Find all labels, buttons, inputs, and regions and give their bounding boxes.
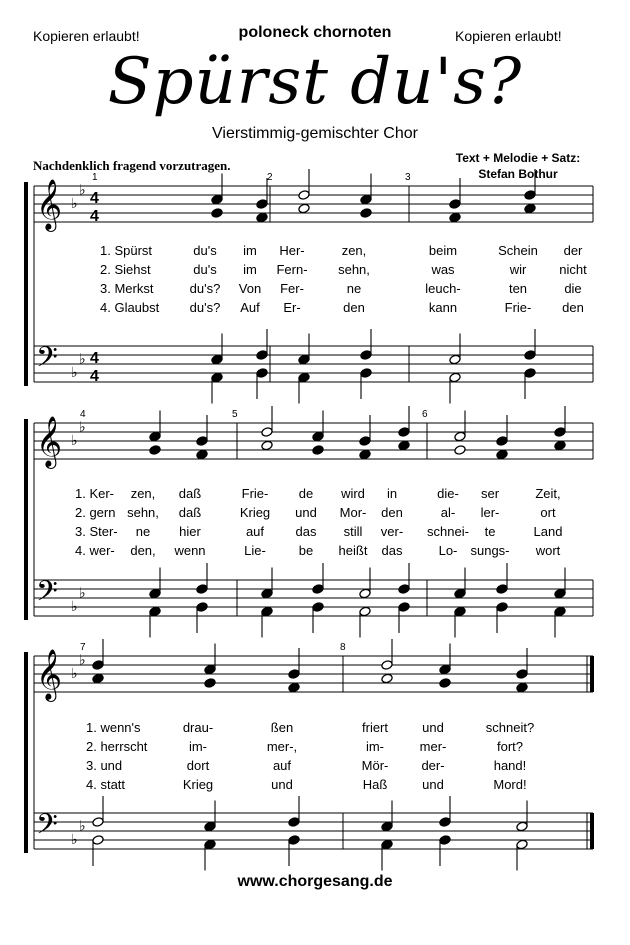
bass-note-upper (288, 817, 300, 828)
lyric-syllable: wird (341, 486, 365, 501)
lyric-syllable: Er- (283, 300, 301, 315)
lyric-syllable: sehn, (338, 262, 370, 277)
lyric-syllable: Mord! (493, 777, 527, 792)
lyric-syllable: zen, (341, 243, 367, 258)
treble-note-upper (449, 199, 461, 210)
lyric-syllable: still (343, 524, 363, 539)
lyric-syllable: im (243, 243, 257, 258)
key-flat-icon: ♭ (79, 584, 86, 601)
lyric-syllable: 2. Siehst (100, 262, 151, 277)
treble-note-lower (196, 449, 208, 460)
lyric-syllable: ßen (270, 720, 294, 735)
bass-note-lower (360, 368, 372, 379)
lyric-syllable: das (381, 543, 403, 558)
lyric-syllable: 1. Ker- (75, 486, 115, 501)
treble-note-lower (256, 212, 268, 223)
lyric-syllable: mer- (419, 739, 447, 754)
bass-note-lower (449, 372, 461, 383)
treble-note-lower (92, 673, 104, 684)
treble-note-upper (381, 660, 393, 671)
bass-note-upper (524, 350, 536, 361)
treble-note-upper (439, 664, 451, 675)
treble-note-upper (261, 427, 273, 438)
lyric-syllable: Von (238, 281, 262, 296)
key-flat-icon: ♭ (71, 195, 78, 211)
bass-note-upper (360, 350, 372, 361)
treble-clef-icon: 𝄞 (36, 179, 63, 230)
lyric-syllable: beim (428, 243, 458, 258)
bass-note-lower (516, 839, 528, 850)
lyric-syllable: friert (362, 720, 388, 735)
treble-note-lower (298, 203, 310, 214)
time-signature-numerator: 4 (90, 350, 99, 367)
lyric-syllable: im (243, 262, 257, 277)
tempo-marking: Nachdenklich fragend vorzutragen. (33, 158, 231, 173)
key-flat-icon: ♭ (71, 364, 78, 380)
lyric-syllable: daß (178, 505, 202, 520)
treble-clef-icon: 𝄞 (36, 416, 63, 467)
bass-note-upper (312, 584, 324, 595)
credit-line-2: Stefan Bothur (478, 167, 558, 181)
treble-note-upper (149, 431, 161, 442)
bass-note-upper (554, 588, 566, 599)
time-signature-numerator: 4 (90, 190, 99, 207)
measure-number: 1 (92, 172, 98, 183)
bass-note-upper (439, 817, 451, 828)
lyric-syllable: fort? (496, 739, 524, 754)
lyric-syllable: daß (178, 486, 202, 501)
lyric-syllable: ler- (480, 505, 500, 520)
bass-note-upper (149, 588, 161, 599)
lyric-syllable: Krieg (239, 505, 271, 520)
lyric-syllable: den (381, 505, 403, 520)
bass-note-lower (524, 368, 536, 379)
treble-note-upper (454, 431, 466, 442)
treble-note-lower (211, 208, 223, 219)
lyric-syllable: auf (272, 758, 292, 773)
treble-note-upper (298, 190, 310, 201)
bass-note-lower (454, 606, 466, 617)
treble-note-upper (256, 199, 268, 210)
treble-note-lower (381, 673, 393, 684)
bass-clef-icon: 𝄢 (36, 575, 58, 615)
lyric-syllable: Zeit, (535, 486, 561, 501)
key-flat-icon: ♭ (79, 651, 86, 668)
lyric-syllable: Land (533, 524, 563, 539)
bass-note-lower (261, 606, 273, 617)
treble-note-upper (554, 427, 566, 438)
lyric-syllable: der (563, 243, 583, 258)
lyric-syllable: Frie- (241, 486, 269, 501)
treble-note-lower (261, 440, 273, 451)
lyric-syllable: Fern- (276, 262, 308, 277)
lyric-syllable: den (562, 300, 584, 315)
lyric-syllable: zen, (130, 486, 156, 501)
bass-note-lower (359, 606, 371, 617)
lyric-syllable: wir (509, 262, 527, 277)
key-flat-icon: ♭ (71, 831, 78, 847)
lyric-syllable: Lo- (438, 543, 458, 558)
lyric-syllable: ort (540, 505, 556, 520)
bass-note-upper (449, 354, 461, 365)
lyric-syllable: wenn (174, 543, 206, 558)
lyric-syllable: schneit? (485, 720, 535, 735)
lyric-syllable: ne (135, 524, 151, 539)
bass-note-upper (298, 354, 310, 365)
lyric-syllable: Haß (362, 777, 388, 792)
lyric-syllable: 4. wer- (75, 543, 115, 558)
lyric-syllable: schnei- (427, 524, 469, 539)
lyric-syllable: und (295, 505, 317, 520)
treble-note-lower (359, 449, 371, 460)
measure-number: 6 (422, 409, 428, 420)
treble-note-upper (496, 436, 508, 447)
treble-note-lower (449, 212, 461, 223)
lyric-syllable: die (564, 281, 582, 296)
lyric-syllable: du's? (189, 300, 221, 315)
lyric-syllable: drau- (182, 720, 214, 735)
bass-note-lower (298, 372, 310, 383)
lyric-syllable: sungs- (470, 543, 510, 558)
measure-number: 7 (80, 642, 86, 653)
treble-note-upper (288, 669, 300, 680)
lyric-syllable: 1. wenn's (86, 720, 141, 735)
bass-note-upper (359, 588, 371, 599)
lyric-syllable: ten (508, 281, 528, 296)
lyric-syllable: be (298, 543, 314, 558)
lyric-syllable: hand! (493, 758, 527, 773)
treble-note-upper (211, 194, 223, 205)
bass-note-upper (516, 821, 528, 832)
treble-note-upper (312, 431, 324, 442)
lyric-syllable: Krieg (182, 777, 214, 792)
bass-note-upper (398, 584, 410, 595)
treble-note-lower (204, 678, 216, 689)
lyric-syllable: ver- (380, 524, 404, 539)
lyric-syllable: de (298, 486, 314, 501)
bass-note-upper (496, 584, 508, 595)
treble-note-lower (149, 445, 161, 456)
lyric-syllable: du's? (189, 281, 221, 296)
treble-note-lower (288, 682, 300, 693)
bass-clef-icon: 𝄢 (36, 341, 58, 381)
measure-number: 8 (340, 642, 346, 653)
bass-note-upper (256, 350, 268, 361)
treble-note-lower (398, 440, 410, 451)
lyric-syllable: Frie- (504, 300, 532, 315)
bass-note-lower (439, 835, 451, 846)
bass-note-upper (261, 588, 273, 599)
measure-number: 4 (80, 409, 86, 420)
lyric-syllable: 2. gern (75, 505, 116, 520)
song-title: Spürst du's? (107, 45, 523, 119)
treble-note-lower (360, 208, 372, 219)
treble-note-lower (439, 678, 451, 689)
treble-note-upper (398, 427, 410, 438)
lyric-syllable: die- (437, 486, 459, 501)
song-subtitle: Vierstimmig-gemischter Chor (212, 125, 418, 142)
copy-note-left: Kopieren erlaubt! (33, 28, 140, 44)
key-flat-icon: ♭ (71, 432, 78, 448)
bass-note-upper (381, 821, 393, 832)
lyric-syllable: al- (440, 505, 456, 520)
lyric-syllable: den, (130, 543, 156, 558)
lyric-syllable: in (386, 486, 398, 501)
lyric-syllable: leuch- (425, 281, 461, 296)
lyric-syllable: du's (193, 262, 217, 277)
key-flat-icon: ♭ (71, 598, 78, 614)
lyric-syllable: und (271, 777, 293, 792)
lyric-syllable: der- (421, 758, 445, 773)
lyric-syllable: wort (535, 543, 561, 558)
credit-line-1: Text + Melodie + Satz: (455, 151, 581, 165)
lyric-syllable: hier (179, 524, 201, 539)
lyric-syllable: ne (346, 281, 362, 296)
lyric-syllable: 3. Ster- (75, 524, 118, 539)
lyric-syllable: was (431, 262, 455, 277)
bass-note-lower (256, 368, 268, 379)
bass-note-lower (211, 372, 223, 383)
measure-number: 2 (267, 172, 273, 183)
lyric-syllable: sehn, (127, 505, 159, 520)
treble-note-upper (524, 190, 536, 201)
lyric-syllable: und (422, 720, 444, 735)
lyric-syllable: kann (428, 300, 458, 315)
treble-note-upper (92, 660, 104, 671)
lyric-syllable: 2. herrscht (86, 739, 148, 754)
key-flat-icon: ♭ (79, 418, 86, 435)
treble-note-upper (196, 436, 208, 447)
lyric-syllable: das (295, 524, 317, 539)
lyric-syllable: Fer- (280, 281, 304, 296)
lyric-syllable: mer-, (266, 739, 298, 754)
treble-note-upper (516, 669, 528, 680)
lyric-syllable: den (343, 300, 365, 315)
bass-note-lower (496, 602, 508, 613)
lyric-syllable: dort (186, 758, 210, 773)
bass-note-lower (381, 839, 393, 850)
measure-number: 3 (405, 172, 411, 183)
lyric-syllable: Lie- (244, 543, 266, 558)
lyric-syllable: 3. Merkst (100, 281, 154, 296)
bass-clef-icon: 𝄢 (36, 808, 58, 848)
lyric-syllable: und (422, 777, 444, 792)
footer-url[interactable]: www.chorgesang.de (237, 873, 393, 890)
bass-note-lower (204, 839, 216, 850)
measure-number: 5 (232, 409, 238, 420)
treble-note-upper (359, 436, 371, 447)
lyric-syllable: 4. Glaubst (100, 300, 160, 315)
publisher-name: poloneck chornoten (238, 24, 392, 41)
copy-note-right: Kopieren erlaubt! (455, 28, 562, 44)
time-signature-denominator: 4 (90, 208, 99, 225)
key-flat-icon: ♭ (71, 665, 78, 681)
lyric-syllable: du's (193, 243, 217, 258)
treble-note-lower (554, 440, 566, 451)
bass-note-lower (554, 606, 566, 617)
bass-note-upper (92, 817, 104, 828)
key-flat-icon: ♭ (79, 350, 86, 367)
lyric-syllable: 3. und (86, 758, 123, 773)
lyric-syllable: Auf (240, 300, 260, 315)
bass-note-lower (288, 835, 300, 846)
treble-note-lower (312, 445, 324, 456)
bass-note-upper (204, 821, 216, 832)
lyric-syllable: Mör- (361, 758, 389, 773)
treble-note-upper (204, 664, 216, 675)
bass-note-upper (211, 354, 223, 365)
treble-note-upper (360, 194, 372, 205)
lyric-syllable: te (484, 524, 496, 539)
lyric-syllable: heißt (338, 543, 368, 558)
treble-note-lower (516, 682, 528, 693)
key-flat-icon: ♭ (79, 817, 86, 834)
lyric-syllable: im- (365, 739, 385, 754)
lyric-syllable: 4. statt (86, 777, 126, 792)
treble-clef-icon: 𝄞 (36, 649, 63, 700)
lyric-syllable: ser (480, 486, 500, 501)
treble-note-lower (524, 203, 536, 214)
lyric-syllable: nicht (559, 262, 587, 277)
lyric-syllable: Mor- (339, 505, 367, 520)
time-signature-denominator: 4 (90, 368, 99, 385)
bass-note-lower (149, 606, 161, 617)
lyric-syllable: Schein (498, 243, 538, 258)
lyric-syllable: Her- (279, 243, 305, 258)
bass-note-lower (398, 602, 410, 613)
treble-note-lower (454, 445, 466, 456)
bass-note-lower (196, 602, 208, 613)
key-flat-icon: ♭ (79, 181, 86, 198)
lyric-syllable: 1. Spürst (100, 243, 153, 258)
treble-note-lower (496, 449, 508, 460)
bass-note-lower (92, 835, 104, 846)
lyric-syllable: im- (188, 739, 208, 754)
bass-note-upper (454, 588, 466, 599)
lyric-syllable: auf (245, 524, 265, 539)
bass-note-upper (196, 584, 208, 595)
bass-note-lower (312, 602, 324, 613)
